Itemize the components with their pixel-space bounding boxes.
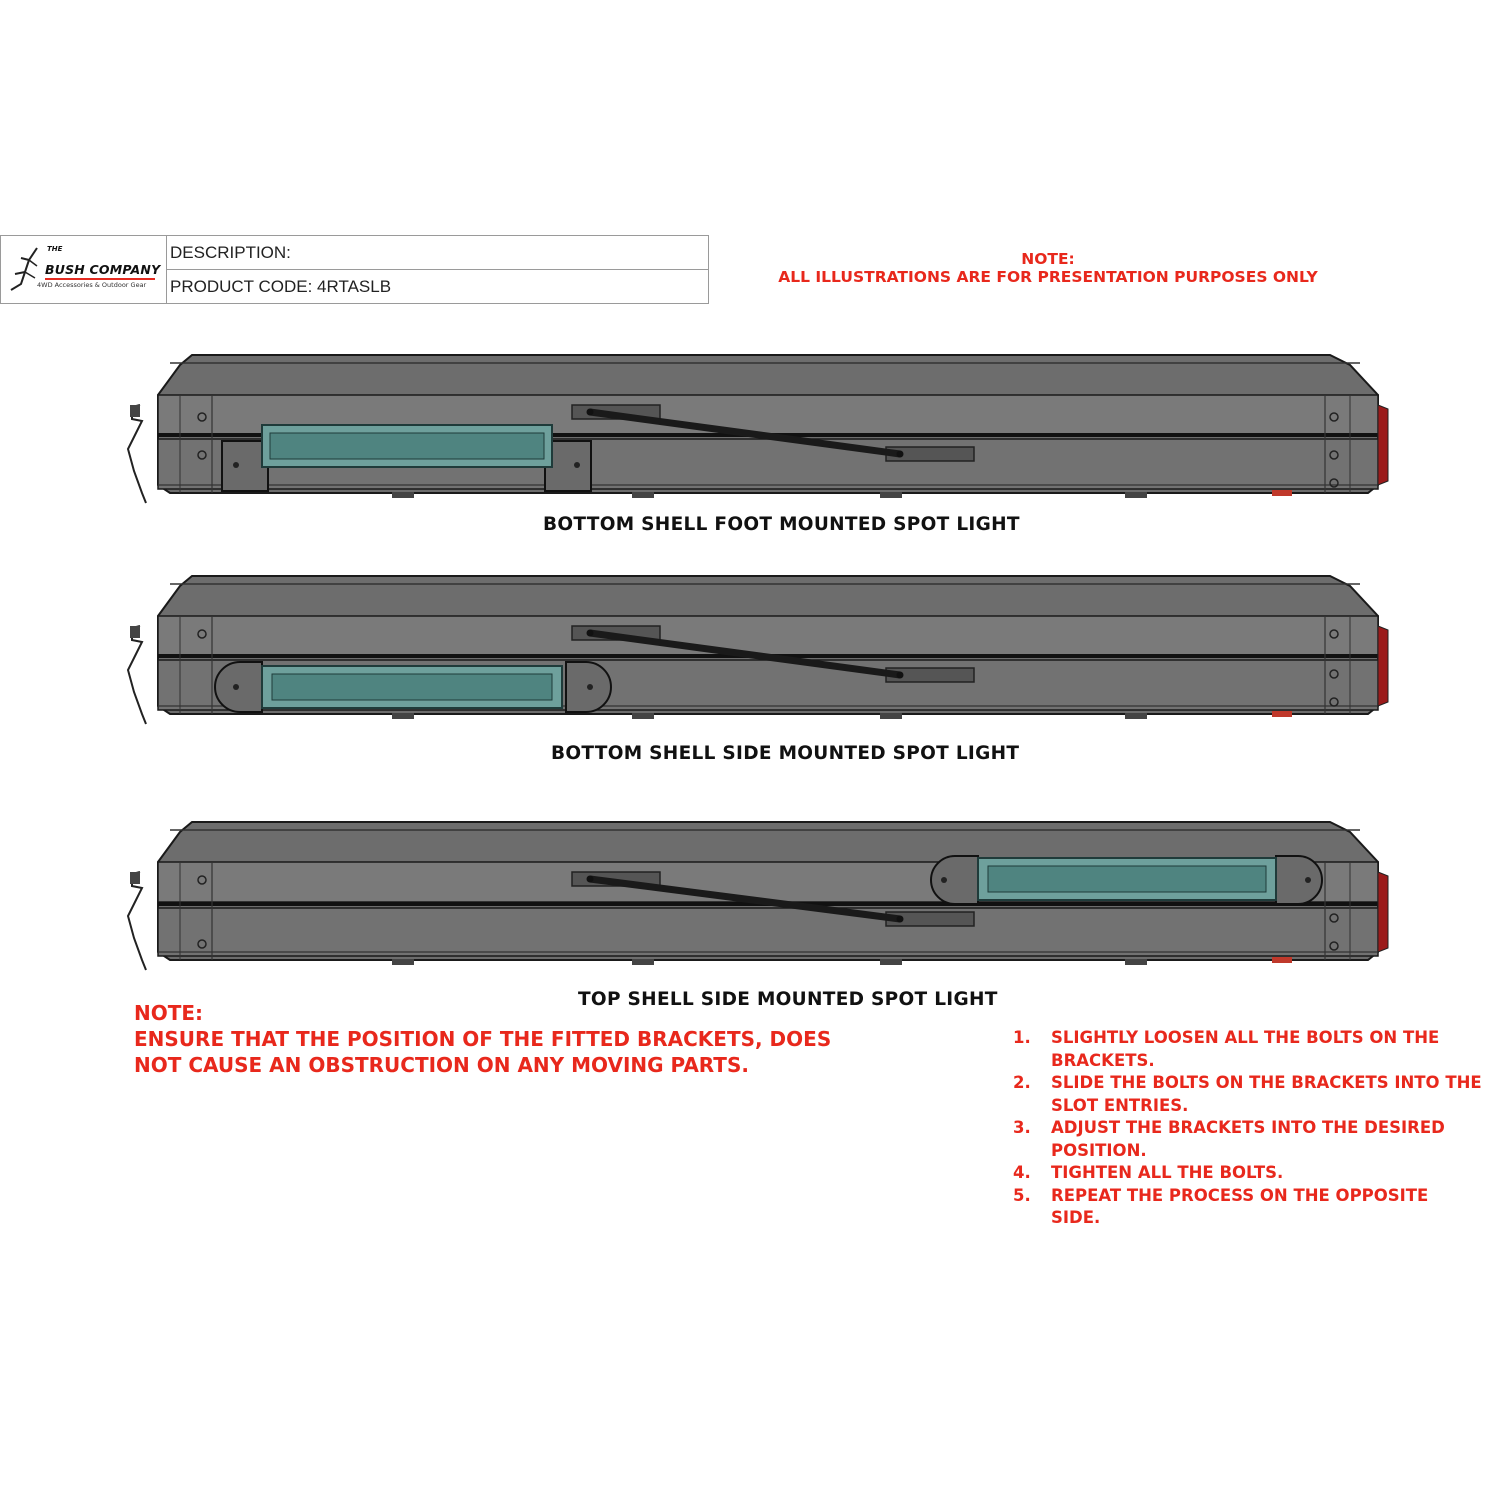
bottom-note-line-1: ENSURE THAT THE POSITION OF THE FITTED BRACKETS, DOES — [134, 1027, 832, 1051]
logo-tagline: 4WD Accessories & Outdoor Gear — [37, 281, 147, 289]
step-number: 1. — [1013, 1028, 1031, 1047]
step-text: SLIDE THE BOLTS ON THE BRACKETS INTO THE — [1051, 1073, 1482, 1092]
step-item — [1013, 1117, 1483, 1162]
bottom-note-heading: NOTE: — [134, 1001, 204, 1025]
step-item — [1013, 1072, 1483, 1117]
step-text: SLIGHTLY LOOSEN ALL THE BOLTS ON THE — [1051, 1028, 1440, 1047]
title-block — [0, 235, 709, 304]
led-light-bar — [931, 856, 1322, 904]
description-label: DESCRIPTION: — [167, 236, 708, 270]
top-note — [760, 250, 1336, 286]
caption-foot-mounted: BOTTOM SHELL FOOT MOUNTED SPOT LIGHT — [543, 514, 1020, 535]
led-light-bar — [215, 662, 611, 712]
step-item — [1013, 1185, 1483, 1230]
step-text-continued: BRACKETS. — [1051, 1050, 1155, 1070]
step-number: 5. — [1013, 1185, 1031, 1205]
logo-name: BUSH COMPANY — [45, 262, 161, 277]
logo-small-text: THE — [47, 245, 63, 253]
step-number: 4. — [1013, 1163, 1031, 1182]
drawing-foot-mounted — [0, 345, 1500, 505]
top-note-heading: NOTE: — [1021, 250, 1075, 268]
step-text: ADJUST THE BRACKETS INTO THE DESIRED — [1051, 1118, 1445, 1137]
product-code-label: PRODUCT CODE: 4RTASLB — [170, 277, 392, 296]
caption-top-side-mounted: TOP SHELL SIDE MOUNTED SPOT LIGHT — [578, 989, 998, 1010]
top-note-text: ALL ILLUSTRATIONS ARE FOR PRESENTATION PURPOSES ONLY — [778, 268, 1318, 286]
step-text-continued: SLOT ENTRIES. — [1051, 1095, 1189, 1115]
step-text: REPEAT THE PROCESS ON THE OPPOSITE SIDE. — [1051, 1185, 1429, 1227]
bottom-note-line-2: NOT CAUSE AN OBSTRUCTION ON ANY MOVING PARTS. — [134, 1053, 749, 1077]
caption-bottom-side-mounted: BOTTOM SHELL SIDE MOUNTED SPOT LIGHT — [551, 743, 1020, 764]
step-item — [1013, 1027, 1483, 1072]
step-number: 3. — [1013, 1118, 1031, 1137]
bottom-note — [134, 1000, 831, 1078]
step-text-continued: POSITION. — [1051, 1140, 1147, 1160]
drawing-bottom-side-mounted — [0, 566, 1500, 726]
step-number: 2. — [1013, 1073, 1031, 1092]
company-logo — [1, 236, 167, 303]
step-item — [1013, 1162, 1483, 1185]
instruction-steps — [1013, 1027, 1483, 1230]
step-text: TIGHTEN ALL THE BOLTS. — [1051, 1163, 1284, 1182]
drawing-top-side-mounted — [0, 812, 1500, 972]
logo-red-bar — [45, 278, 155, 280]
